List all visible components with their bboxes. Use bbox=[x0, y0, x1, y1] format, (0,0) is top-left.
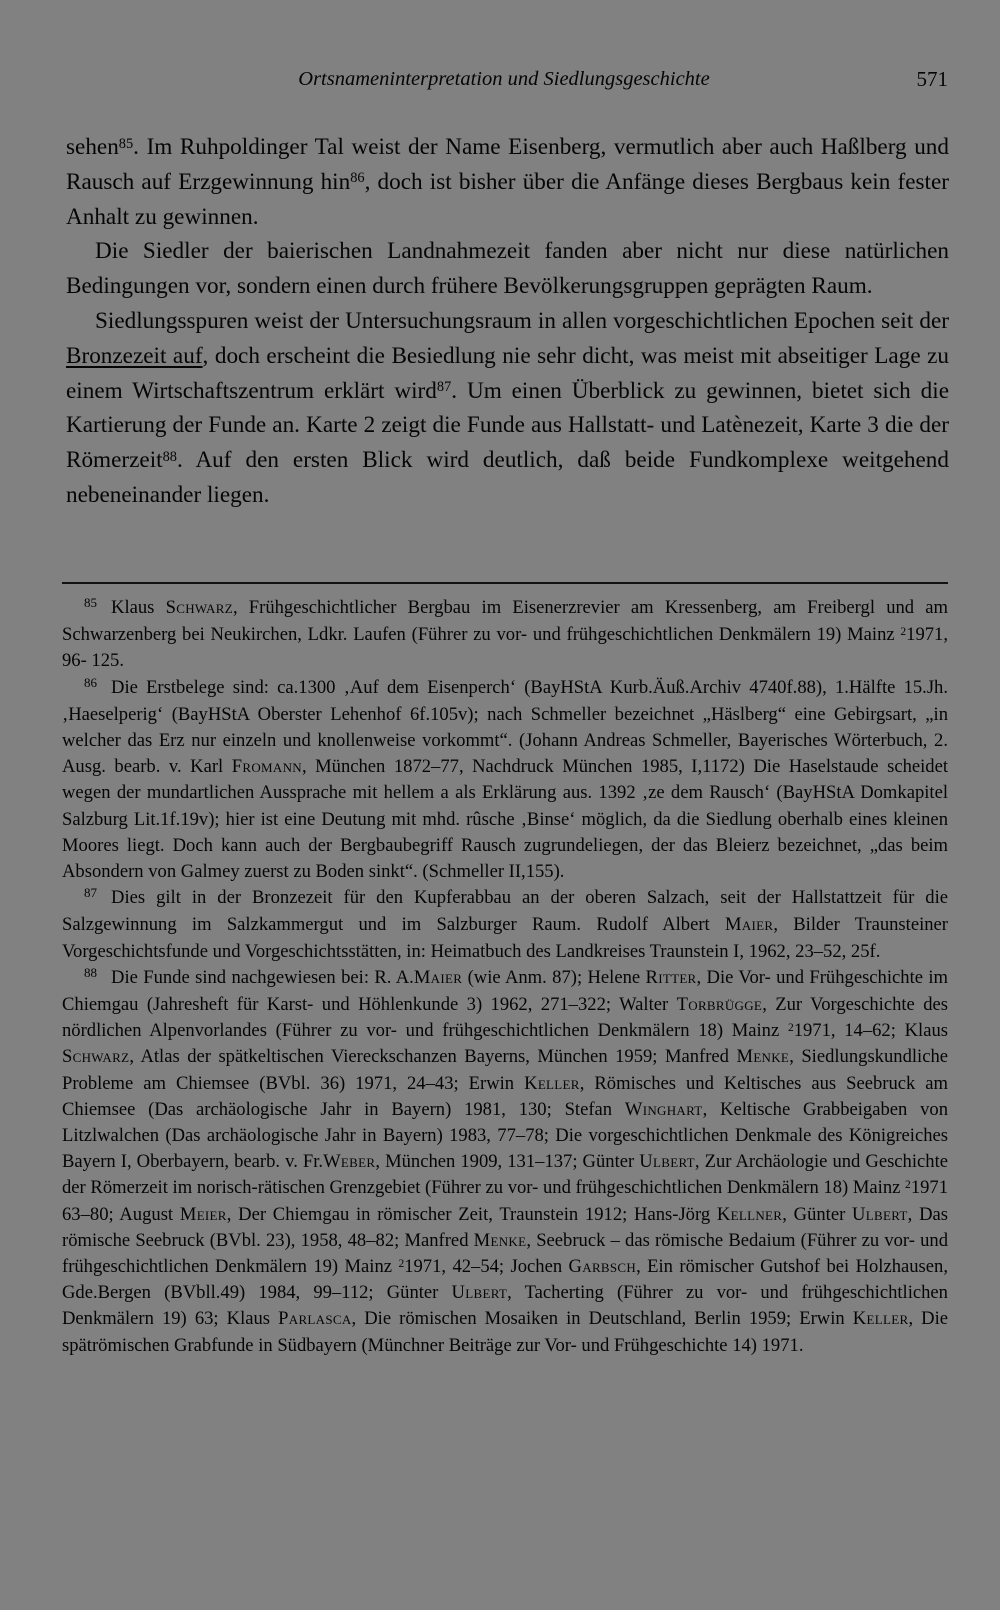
author-name: Ritter bbox=[645, 966, 697, 988]
author-name: Weber bbox=[323, 1151, 376, 1173]
author-name: Garbsch bbox=[568, 1256, 637, 1278]
page-number: 571 bbox=[916, 67, 948, 91]
footnotes bbox=[62, 595, 948, 1359]
author-name: Meier bbox=[179, 1203, 227, 1225]
footnote-ref-87: 87 bbox=[436, 379, 452, 396]
author-name: Schwarz bbox=[165, 597, 233, 618]
author-name: Fromann bbox=[231, 756, 302, 778]
footnote-88: $^{88}$ Die Funde sind nachgewiesen bei: R. A.Maier (wie Anm. 87); Helene Ritter, Die Vor- und Frühgeschichte im Chiemgau (Jahresheft für Karst- und Höhlenkunde 3) 1962, 271–322; Walter Torbrügge, Zur Vorgeschichte des nördlichen Alpenvorlandes (Führer zu vor- und frühgeschichtlichen Denkmälern 18) Mainz $^2$1971, 14–62; Klaus Schwarz, Atlas der spätkeltischen Viereckschanzen Bayerns, München 1959; Manfred Menke, Siedlungskundliche Probleme am Chiemsee (BVbl. 36) 1971, 24–43; Erwin Keller, Römisches und Keltisches aus Seebruck am Chiemsee (Das archäologische Jahr in Bayern) 1981, 130; Stefan Winghart, Keltische Grabbeigaben von Litzlwalchen (Das archäologische Jahr in Bayern) 1983, 77–78; Die vorgeschichtlichen Denkmale des Königreiches Bayern I, Oberbayern, bearb. v. Fr.Weber, München 1909, 131–137; Günter Ulbert, Zur Archäologie und Geschichte der Römerzeit im norisch-rätischen Grenzgebiet (Führer zu vor- und frühgeschichtlichen Denkmälern 18) Mainz $^2$1971 63–80; August Meier, Der Chiemgau in römischer Zeit, Traunstein 1912; Hans-Jörg Kellner, Günter Ulbert, Das römische Seebruck (BVbl. 23), 1958, 48–82; Manfred Menke, Seebruck – das römische Bedaium (Führer zu vor- und frühgeschichtlichen Denkmälern 19) Mainz $^2$1971, 42–54; Jochen Garbsch, Ein römischer Gutshof bei Holzhausen, Gde.Bergen (BVbll.49) 1984, 99–112; Günter Ulbert, Tacherting (Führer zu vor- und frühgeschichtlichen Denkmälern 19) 63; Klaus Parlasca, Die römischen Mosaiken in Deutschland, Berlin 1959; Erwin Keller, Die spätrömischen Grabfunde in Südbayern (Münchner Beiträge zur Vor- und Frühgeschichte 14) 1971. bbox=[62, 965, 949, 1356]
author-name: Schwarz bbox=[62, 1046, 130, 1068]
footnote-divider bbox=[62, 582, 948, 584]
author-name: Ulbert bbox=[852, 1203, 908, 1225]
author-name: Keller bbox=[852, 1308, 909, 1330]
author-name: Ulbert bbox=[639, 1151, 695, 1173]
paragraph-1: sehen$^{85}$. Im Ruhpoldinger Tal weist der Name Eisenberg, vermutlich aber auch Haßlberg und Rausch auf Erzgewinnung hin$^{86}$, doch ist bisher über die Anfänge dieses Bergbaus kein fester Anhalt zu gewinnen. bbox=[66, 134, 950, 230]
footnote-number: 85 bbox=[84, 595, 98, 611]
author-name: Maier bbox=[413, 966, 463, 988]
footnote-ref-86: 86 bbox=[350, 170, 365, 187]
footnote-number: 86 bbox=[84, 674, 98, 690]
paragraph-2: Die Siedler der baierischen Landnahmezeit fanden aber nicht nur diese natürlichen Bedingungen vor, sondern einen durch frühere Bevölkerungsgruppen geprägten Raum. bbox=[66, 238, 949, 300]
author-name: Keller bbox=[524, 1072, 580, 1094]
author-name: Parlasca bbox=[278, 1308, 352, 1330]
footnote-86: $^{86}$ Die Erstbelege sind: ca.1300 ‚Auf dem Eisenperch‘ (BayHStA Kurb.Äuß.Archiv 4740f.88), 1.Hälfte 15.Jh. ‚Haeselperig‘ (BayHStA Oberster Lehenhof 6f.105v); nach Schmeller bezeichnet „Häslberg“ eine Gebirgsart, „in welcher das Erz nur einzeln und knollenweise vorkommt“. (Johann Andreas Schmeller, Bayerisches Wörterbuch, 2. Ausg. bearb. v. Karl Fromann, München 1872–77, Nachdruck München 1985, I,1172) Die Haselstaude scheidet wegen der mundartlichen Aussprache mit hellem a als Erklärung aus. 1392 ‚ze dem Rausch‘ (BayHStA Domkapitel Salzburg Lit.1f.19v); hier ist eine Deutung mit mhd. rûsche ‚Binse‘ möglich, da die Siedlung oberhalb eines kleinen Moores liegt. Doch kann auch der Bergbaubegriff Rausch zugrundeliegen, der das Bleierz bezeichnet, „das beim Absondern von Galmey zuerst zu Boden sinkt“. (Schmeller II,155). bbox=[62, 674, 949, 883]
author-name: Menke bbox=[736, 1046, 790, 1068]
author-name: Ulbert bbox=[451, 1282, 508, 1304]
main-text bbox=[66, 130, 949, 513]
footnote-87: $^{87}$ Dies gilt in der Bronzezeit für den Kupferabbau an der oberen Salzach, seit der Hallstattzeit für die Salzgewinnung im Salzkammergut und im Salzburger Raum. Rudolf Albert Maier, Bilder Traunsteiner Vorgeschichtsfunde und Vorgeschichtsstätten, in: Heimatbuch des Landkreises Traunstein I, 1962, 23–52, 25f. bbox=[62, 885, 948, 962]
running-header bbox=[60, 62, 948, 96]
paragraph-3: Siedlungsspuren weist der Untersuchungsraum in allen vorgeschichtlichen Epochen seit der Bronzezeit auf, doch erscheint die Besiedlung nie sehr dicht, was meist mit abseitiger Lage zu einem Wirtschaftszentrum erklärt wird$^{87}$. Um einen Überblick zu gewinnen, bietet sich die Kartierung der Funde an. Karte 2 zeigt die Funde aus Hallstatt- und Latènezeit, Karte 3 die der Römerzeit$^{88}$. Auf den ersten Blick wird deutlich, daß beide Fundkomplexe weitgehend nebeneinander liegen. bbox=[66, 307, 949, 508]
author-name: Torbrügge bbox=[676, 994, 763, 1016]
footnote-number: 87 bbox=[84, 885, 98, 901]
author-name: Winghart bbox=[624, 1098, 703, 1120]
footnote-number: 88 bbox=[84, 965, 98, 980]
author-name: Maier bbox=[724, 914, 774, 936]
underlined-phrase: Bronzezeit auf bbox=[66, 342, 203, 369]
author-name: Kellner bbox=[716, 1203, 783, 1225]
footnote-85: $^{85}$ Klaus Schwarz, Frühgeschichtlicher Bergbau im Eisenerzrevier am Kressenberg, am Freibergl und am Schwarzenberg bei Neukirchen, Ldkr. Laufen (Führer zu vor- und frühgeschichtlichen Denkmälern 19) Mainz $^2$1971, 96- 125. bbox=[62, 595, 949, 672]
author-name: Menke bbox=[473, 1229, 527, 1251]
running-title: Ortsnameninterpretation und Siedlungsgeschichte bbox=[298, 68, 710, 90]
footnote-ref-88: 88 bbox=[162, 448, 177, 465]
footnote-ref-85: 85 bbox=[118, 135, 134, 152]
